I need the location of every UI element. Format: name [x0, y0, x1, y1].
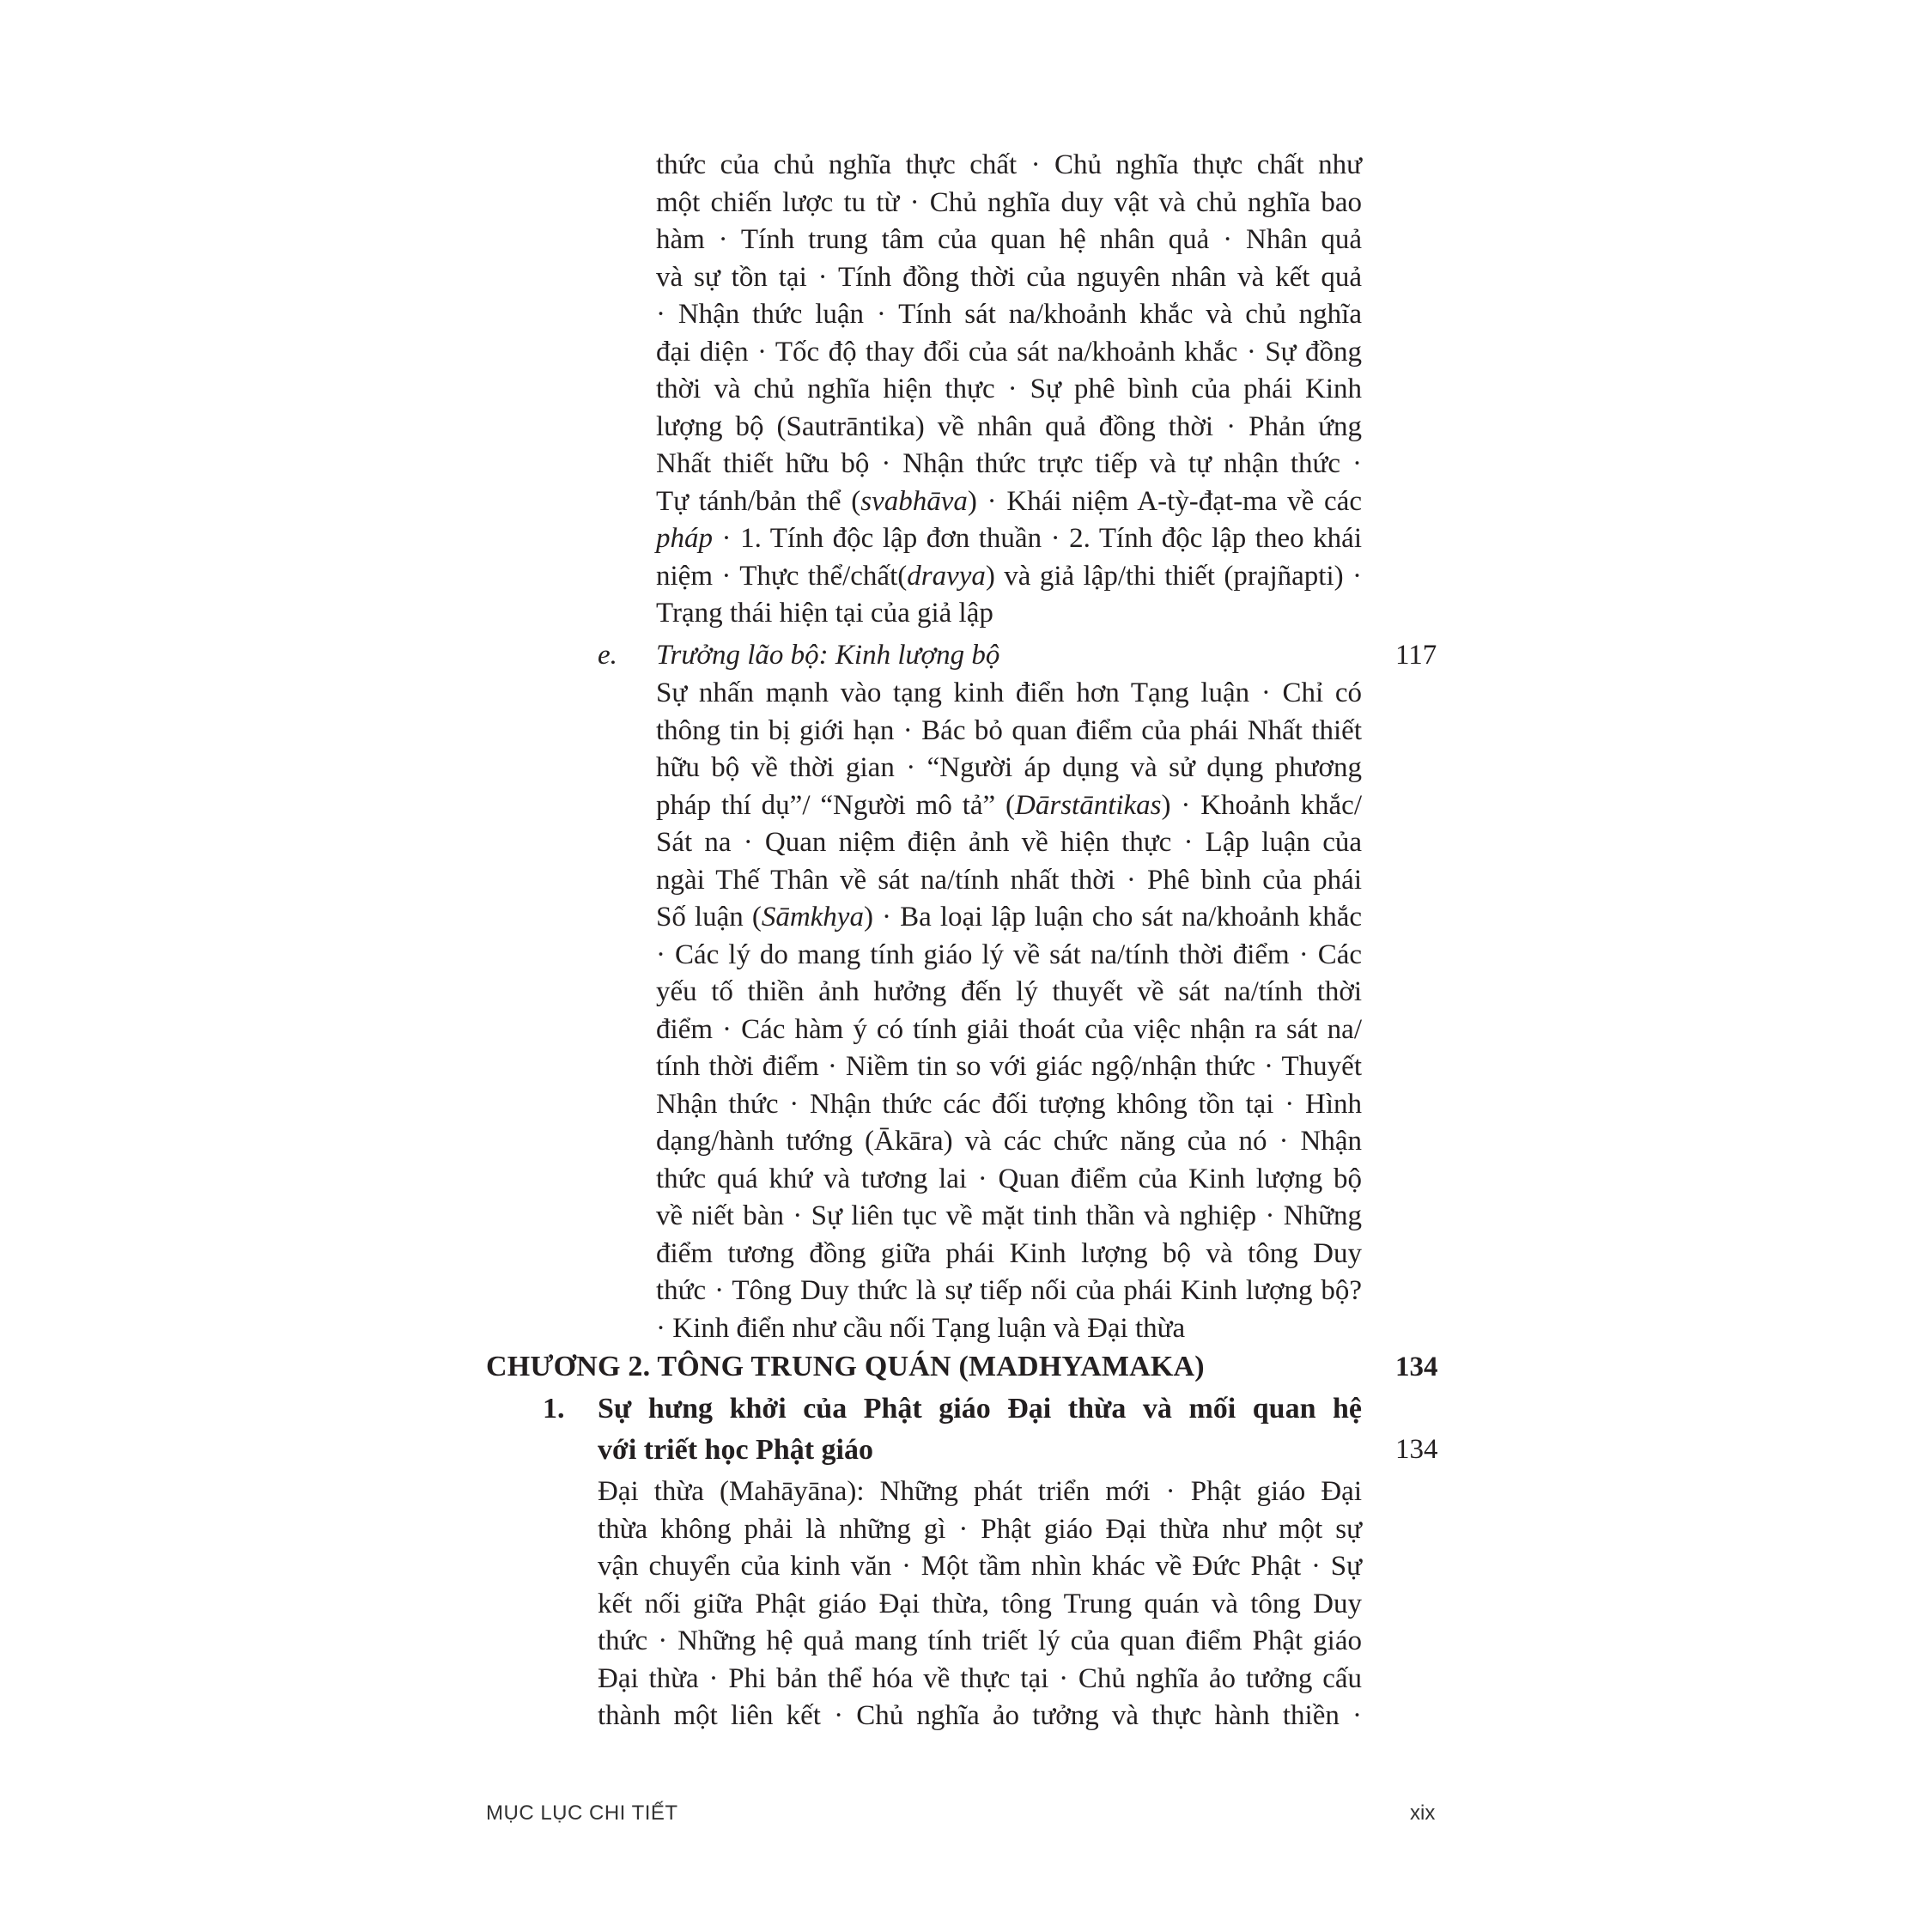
text-line: một chiến lược tu từ · Chủ nghĩa duy vật và chủ nghĩa bao [656, 186, 1362, 218]
running-footer-title: MỤC LỤC CHI TIẾT [486, 1801, 678, 1825]
text-line: hữu bộ về thời gian · “Người áp dụng và sử dụng phương [656, 752, 1362, 783]
entry-e-title: Trưởng lão bộ: Kinh lượng bộ [656, 640, 1000, 671]
section-number: 1. [543, 1393, 565, 1425]
text-run: ) và giả lập/thi thiết (prajñapti) · [985, 560, 1362, 592]
text-run: ) · Ba loại lập luận cho sát na/khoảnh khắc [863, 902, 1362, 933]
section-title-line: với triết học Phật giáo [598, 1434, 873, 1466]
text-line: · Kinh điển như cầu nối Tạng luận và Đại thừa [656, 1312, 1186, 1344]
text-line: Nhận thức · Nhận thức các đối tượng không tồn tại · Hình [656, 1088, 1362, 1120]
text-line: tính thời điểm · Niềm tin so với giác ngộ/nhận thức · Thuyết [656, 1051, 1362, 1082]
text-line [656, 899, 1362, 937]
text-line: yếu tố thiền ảnh hưởng đến lý thuyết về sát na/tính thời [656, 976, 1362, 1007]
text-line: Trạng thái hiện tại của giả lập [656, 598, 993, 629]
text-line [656, 520, 1362, 558]
text-line: hàm · Tính trung tâm của quan hệ nhân quả · Nhân quả [656, 224, 1362, 255]
section-summary [598, 1473, 1362, 1735]
text-line: · Các lý do mang tính giáo lý về sát na/tính thời điểm · Các [656, 939, 1362, 970]
entry-e-page-number: 117 [1395, 640, 1437, 671]
text-line: dạng/hành tướng (Ākāra) và các chức năng của nó · Nhận [656, 1126, 1362, 1157]
italic-term: dravya [907, 560, 986, 592]
text-line: thức · Tông Duy thức là sự tiếp nối của phái Kinh lượng bộ? [656, 1275, 1362, 1306]
italic-term: Sāmkhya [761, 902, 864, 933]
text-line: thức quá khứ và tương lai · Quan điểm của Kinh lượng bộ [656, 1163, 1362, 1194]
text-line: thức · Những hệ quả mang tính triết lý của quan điểm Phật giáo [598, 1625, 1362, 1656]
text-line: lượng bộ (Sautrāntika) về nhân quả đồng thời · Phản ứng [656, 410, 1362, 442]
text-line: ngài Thế Thân về sát na/tính nhất thời · Phê bình của phái [656, 864, 1362, 896]
text-run: ) · Khái niệm A-tỳ-đạt-ma về các [967, 485, 1362, 517]
text-run: pháp thí dụ”/ “Người mô tả” ( [656, 789, 1016, 821]
footer-page-number: xix [1410, 1801, 1436, 1825]
text-line: thành một liên kết · Chủ nghĩa ảo tưởng và thực hành thiền · [598, 1700, 1362, 1731]
text-line: về niết bàn · Sự liên tục về mặt tinh thần và nghiệp · Những [656, 1200, 1362, 1231]
text-line: thông tin bị giới hạn · Bác bỏ quan điểm của phái Nhất thiết [656, 714, 1362, 746]
entry-continuation-text [656, 147, 1362, 633]
text-line [656, 558, 1362, 596]
text-line: · Nhận thức luận · Tính sát na/khoảnh khắc và chủ nghĩa [656, 299, 1362, 330]
section-title [598, 1388, 1362, 1471]
text-line: Sát na · Quan niệm điện ảnh về hiện thực · Lập luận của [656, 827, 1362, 858]
text-line: thức của chủ nghĩa thực chất · Chủ nghĩa thực chất như [656, 149, 1362, 180]
chapter-page-number: 134 [1395, 1352, 1438, 1382]
text-line: Đại thừa · Phi bản thể hóa về thực tại · Chủ nghĩa ảo tưởng cấu [598, 1662, 1362, 1694]
text-line: thời và chủ nghĩa hiện thực · Sự phê bình của phái Kinh [656, 374, 1362, 404]
italic-term: Dārstāntikas [1015, 789, 1162, 821]
text-run: Số luận ( [656, 902, 762, 933]
chapter-title: CHƯƠNG 2. TÔNG TRUNG QUÁN (MADHYAMAKA) [486, 1351, 1205, 1382]
text-run: Tự tánh/bản thể ( [656, 485, 861, 517]
text-line [656, 787, 1362, 825]
text-line: đại diện · Tốc độ thay đổi của sát na/khoảnh khắc · Sự đồng [656, 336, 1362, 368]
text-line: Nhất thiết hữu bộ · Nhận thức trực tiếp và tự nhận thức · [656, 448, 1362, 479]
entry-e-label: e. [598, 640, 617, 671]
text-run: · 1. Tính độc lập đơn thuần · 2. Tính độc lập theo khái [713, 523, 1362, 554]
text-line: điểm · Các hàm ý có tính giải thoát của việc nhận ra sát na/ [656, 1013, 1362, 1045]
text-line: Đại thừa (Mahāyāna): Những phát triển mới · Phật giáo Đại [598, 1476, 1362, 1507]
italic-term: pháp [656, 523, 713, 554]
text-run: niệm · Thực thể/chất( [656, 560, 908, 592]
text-line [656, 483, 1362, 521]
entry-e-summary [656, 675, 1362, 1347]
text-line: thừa không phải là những gì · Phật giáo Đại thừa như một sự [598, 1513, 1362, 1545]
section-page-number: 134 [1395, 1434, 1438, 1465]
text-line: kết nối giữa Phật giáo Đại thừa, tông Trung quán và tông Duy [598, 1588, 1362, 1619]
text-line: điểm tương đồng giữa phái Kinh lượng bộ và tông Duy [656, 1237, 1362, 1269]
text-run: ) · Khoảnh khắc/ [1161, 789, 1363, 821]
text-line: Sự nhấn mạnh vào tạng kinh điển hơn Tạng luận · Chỉ có [656, 677, 1362, 708]
section-title-line: Sự hưng khởi của Phật giáo Đại thừa và mối quan hệ [598, 1393, 1362, 1425]
italic-term: svabhāva [860, 485, 968, 517]
text-line: và sự tồn tại · Tính đồng thời của nguyên nhân và kết quả [656, 261, 1362, 293]
text-line: vận chuyển của kinh văn · Một tầm nhìn khác về Đức Phật · Sự [598, 1551, 1362, 1582]
